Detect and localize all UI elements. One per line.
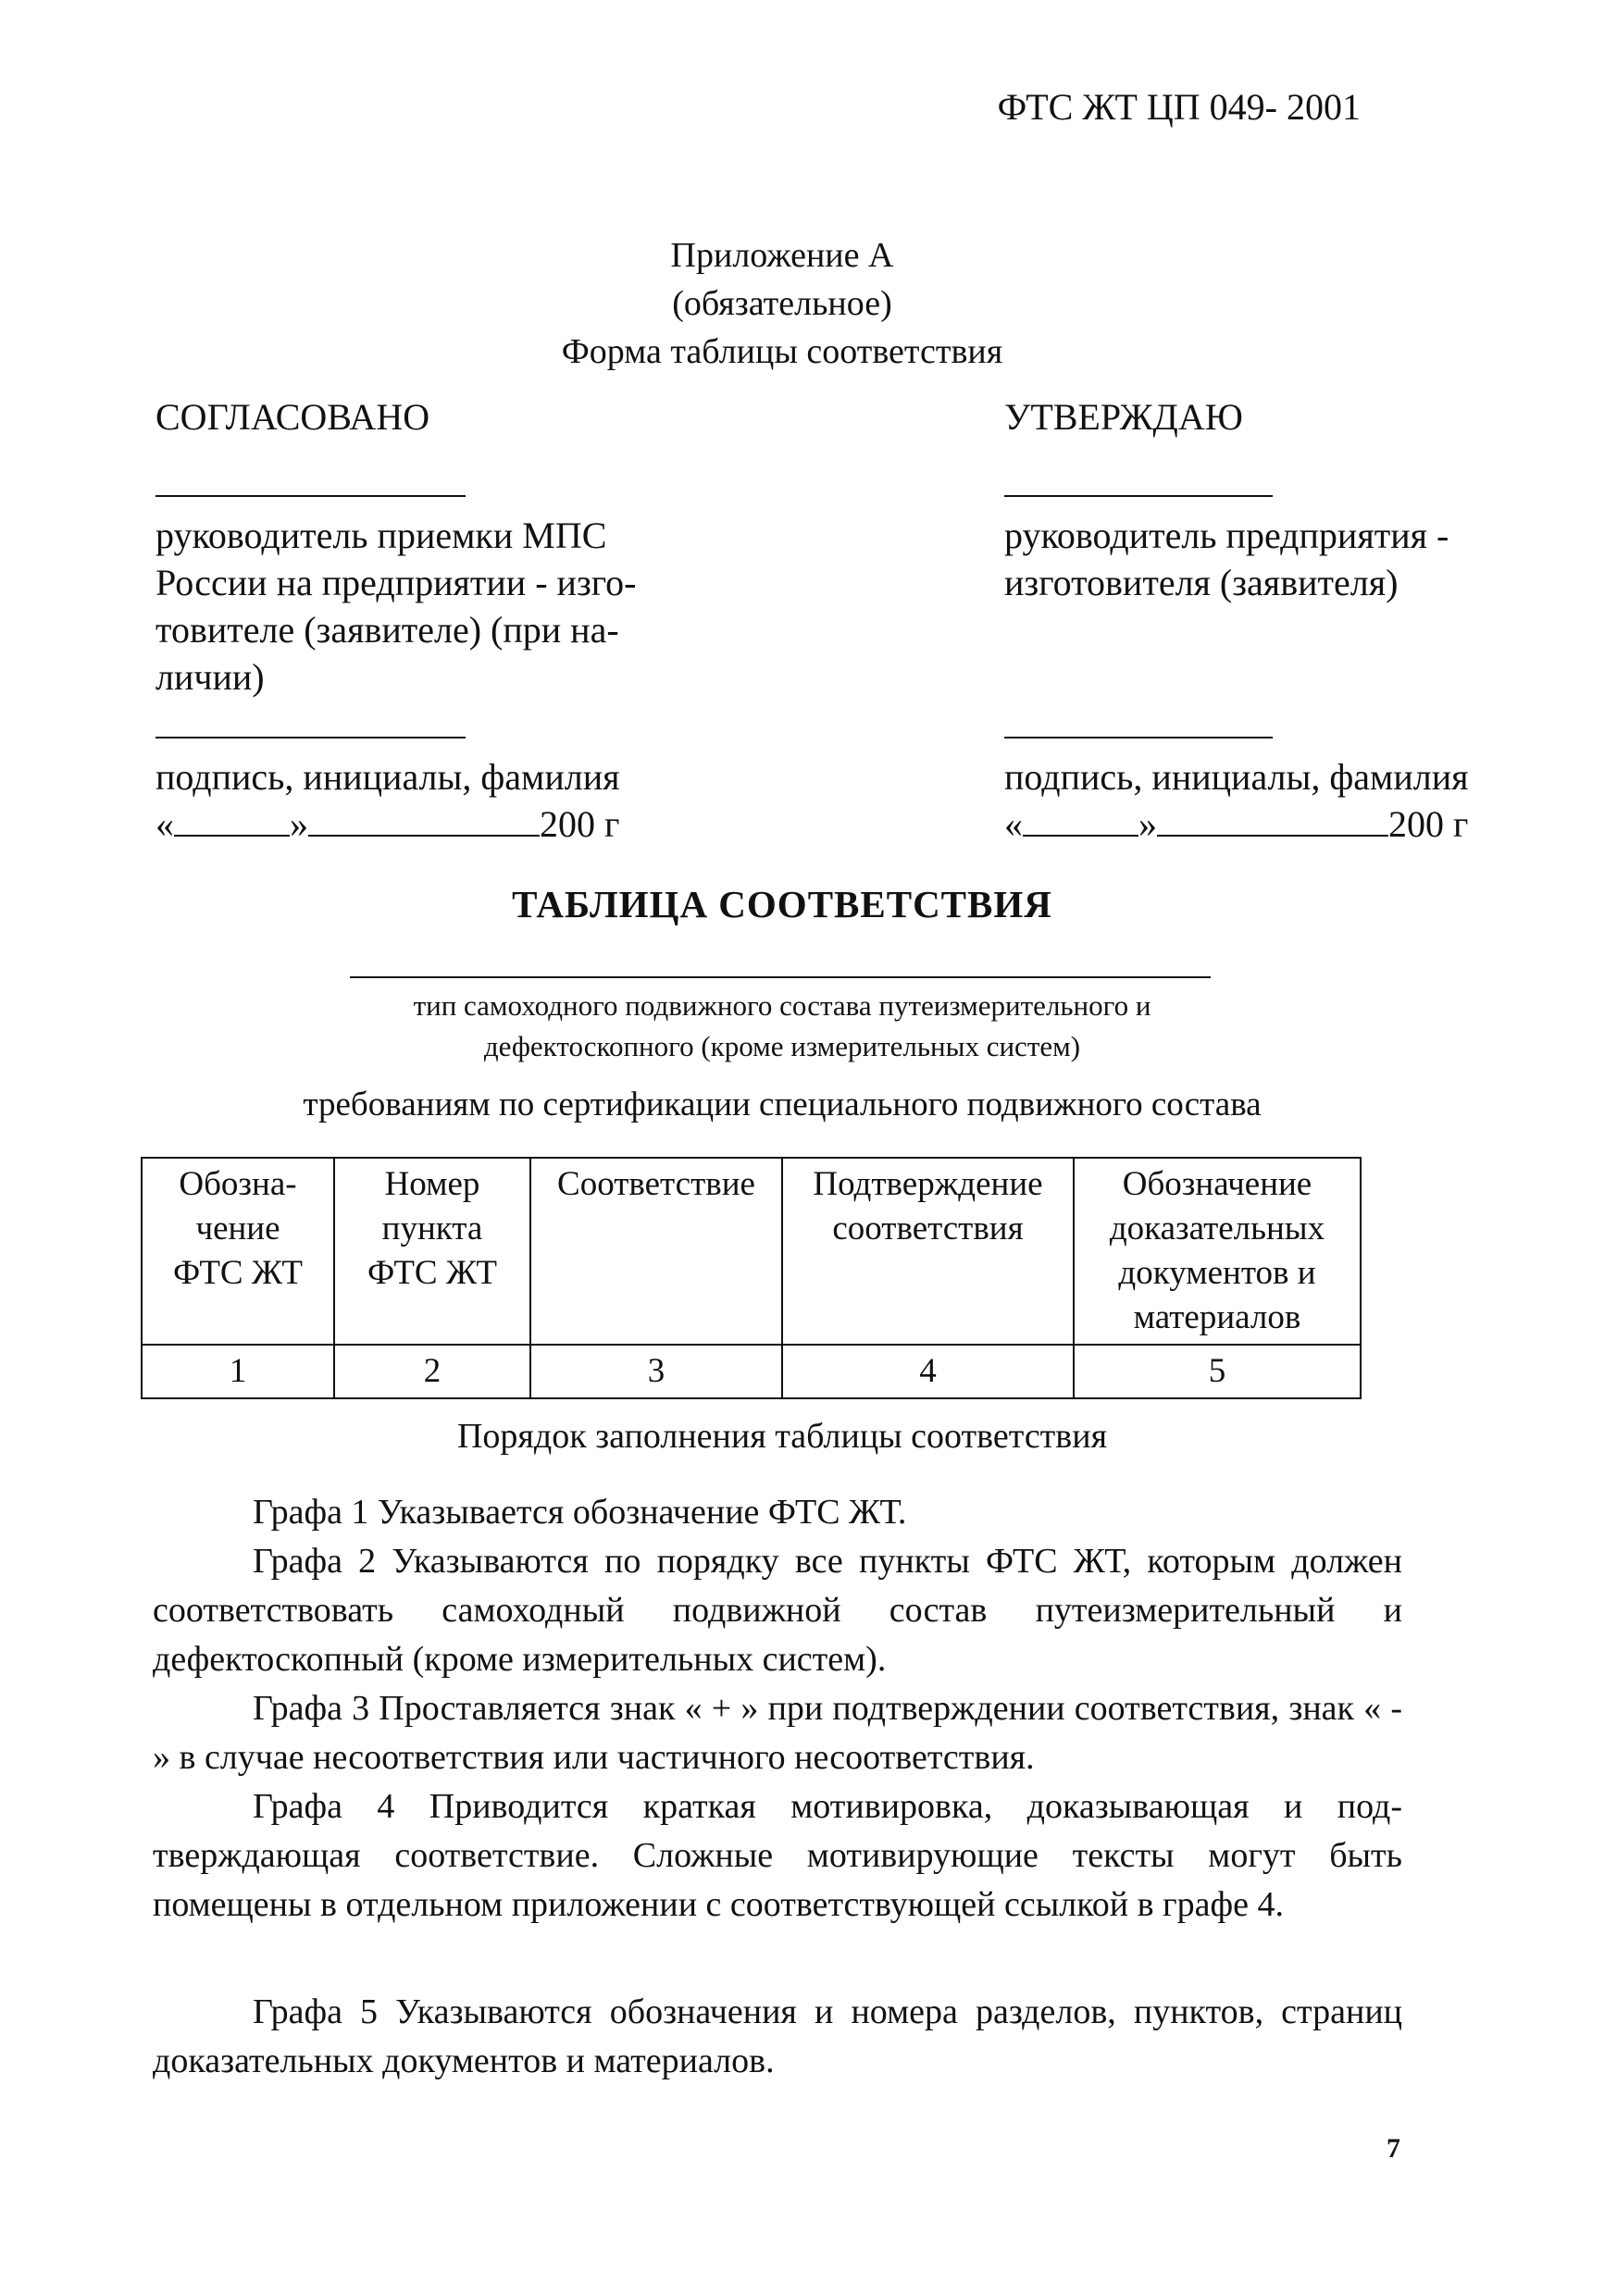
column-number-cell: 3 [530, 1345, 782, 1398]
header-text: Обозначение [1122, 1165, 1312, 1203]
approve-date [1004, 800, 1523, 848]
agreed-heading: СОГЛАСОВАНО [155, 396, 430, 438]
approve-heading: УТВЕРЖДАЮ [1004, 396, 1243, 438]
approve-position-1: руководитель предприятия - [1004, 515, 1449, 556]
column-number-cell: 4 [782, 1345, 1074, 1398]
approve-date-close: » [1138, 803, 1157, 845]
agreed-block [155, 393, 674, 848]
header-text: ФТС ЖТ [367, 1254, 497, 1292]
header-cell-evidence-docs [1074, 1158, 1361, 1345]
approve-date-open: « [1004, 803, 1023, 845]
header-text: документов и [1118, 1254, 1316, 1292]
agreed-position-3: товителе (заявителе) (при на- [155, 609, 619, 651]
header-cell-designation [142, 1158, 334, 1345]
procedure-paragraph-4: Графа 4 Приводится краткая мотивировка, доказывающая и под-тверждающая соответствие. Сложные мотивирующие тексты могут быть помещены в отдельном приложении с соответствующей ссылкой в графе 4. [153, 1787, 1402, 1924]
type-caption [0, 986, 1564, 1067]
agreed-position-4: личии) [155, 656, 265, 698]
header-text: Соответствие [557, 1165, 755, 1203]
header-cell-confirmation [782, 1158, 1074, 1345]
header-text: доказательных [1109, 1210, 1325, 1247]
header-text: Подтверждение [813, 1165, 1043, 1203]
table-header-row [142, 1158, 1361, 1345]
document-code: ФТС ЖТ ЦП 049- 2001 [997, 86, 1361, 128]
type-caption-line-2: дефектоскопного (кроме измерительных систем) [483, 1030, 1081, 1062]
column-number-cell: 5 [1074, 1345, 1361, 1398]
procedure-paragraph-1: Графа 1 Указывается обозначение ФТС ЖТ. [253, 1493, 907, 1532]
header-cell-conformity [530, 1158, 782, 1345]
agreed-date-year: 200 г [540, 803, 620, 845]
header-text: соответствия [832, 1210, 1024, 1247]
approve-signature-caption: подпись, инициалы, фамилия [1004, 756, 1469, 798]
procedure-title: Порядок заполнения таблицы соответствия [456, 1417, 1108, 1456]
agreed-signature-caption: подпись, инициалы, фамилия [155, 756, 620, 798]
appendix-status: (обязательное) [672, 284, 892, 323]
page-number: 7 [1387, 2133, 1400, 2164]
approve-day-blank [1023, 807, 1138, 837]
conformity-table [141, 1157, 1362, 1399]
agreed-signature-line [155, 736, 466, 738]
appendix-subtitle: Форма таблицы соответствия [561, 332, 1003, 371]
approve-date-year: 200 г [1388, 803, 1469, 845]
agreed-day-blank [174, 807, 290, 837]
column-number-cell: 1 [142, 1345, 334, 1398]
column-number-cell: 2 [334, 1345, 530, 1398]
type-caption-line-1: тип самоходного подвижного состава путеизмерительного и [413, 989, 1151, 1022]
header-text: Обозна- [179, 1165, 297, 1203]
appendix-title: Приложение А [670, 236, 894, 275]
agreed-date-close: » [290, 803, 308, 845]
header-text: ФТС ЖТ [173, 1254, 303, 1292]
agreed-position-2: России на предприятии - изго- [155, 562, 637, 603]
header-cell-item-number [334, 1158, 530, 1345]
agreed-position-1: руководитель приемки МПС [155, 515, 607, 556]
header-text: чение [195, 1210, 280, 1247]
header-text: пункта [381, 1210, 483, 1247]
approve-position-line [1004, 494, 1273, 497]
procedure-paragraph-5: Графа 5 Указываются обозначения и номера разделов, пунктов, страниц доказательных документов и материалов. [153, 1992, 1402, 2080]
header-text: материалов [1133, 1298, 1301, 1336]
approve-signature-line [1004, 736, 1273, 738]
procedure-paragraph-3: Графа 3 Проставляется знак « + » при подтверждении соответствия, знак « - » в случае несоответствия или частичного несоответствия. [153, 1689, 1402, 1777]
approve-block [1004, 393, 1523, 848]
type-fill-line [350, 976, 1211, 978]
agreed-date [155, 800, 674, 848]
approve-position-2: изготовителя (заявителя) [1004, 562, 1399, 603]
main-title: ТАБЛИЦА СООТВЕТСТВИЯ [512, 883, 1052, 925]
approve-month-blank [1157, 807, 1388, 837]
appendix-heading [0, 231, 1564, 376]
table-number-row [142, 1345, 1361, 1398]
procedure-paragraph-2: Графа 2 Указываются по порядку все пункты ФТС ЖТ, которым должен соответствовать самоходный подвижной состав путеизмерительный и дефектоскопный (кроме измерительных систем). [153, 1542, 1402, 1679]
agreed-date-open: « [155, 803, 174, 845]
agreed-position-line [155, 494, 466, 497]
agreed-month-blank [308, 807, 540, 837]
header-text: Номер [384, 1165, 480, 1203]
requirements-line: требованиям по сертификации специального подвижного состава [303, 1086, 1262, 1123]
